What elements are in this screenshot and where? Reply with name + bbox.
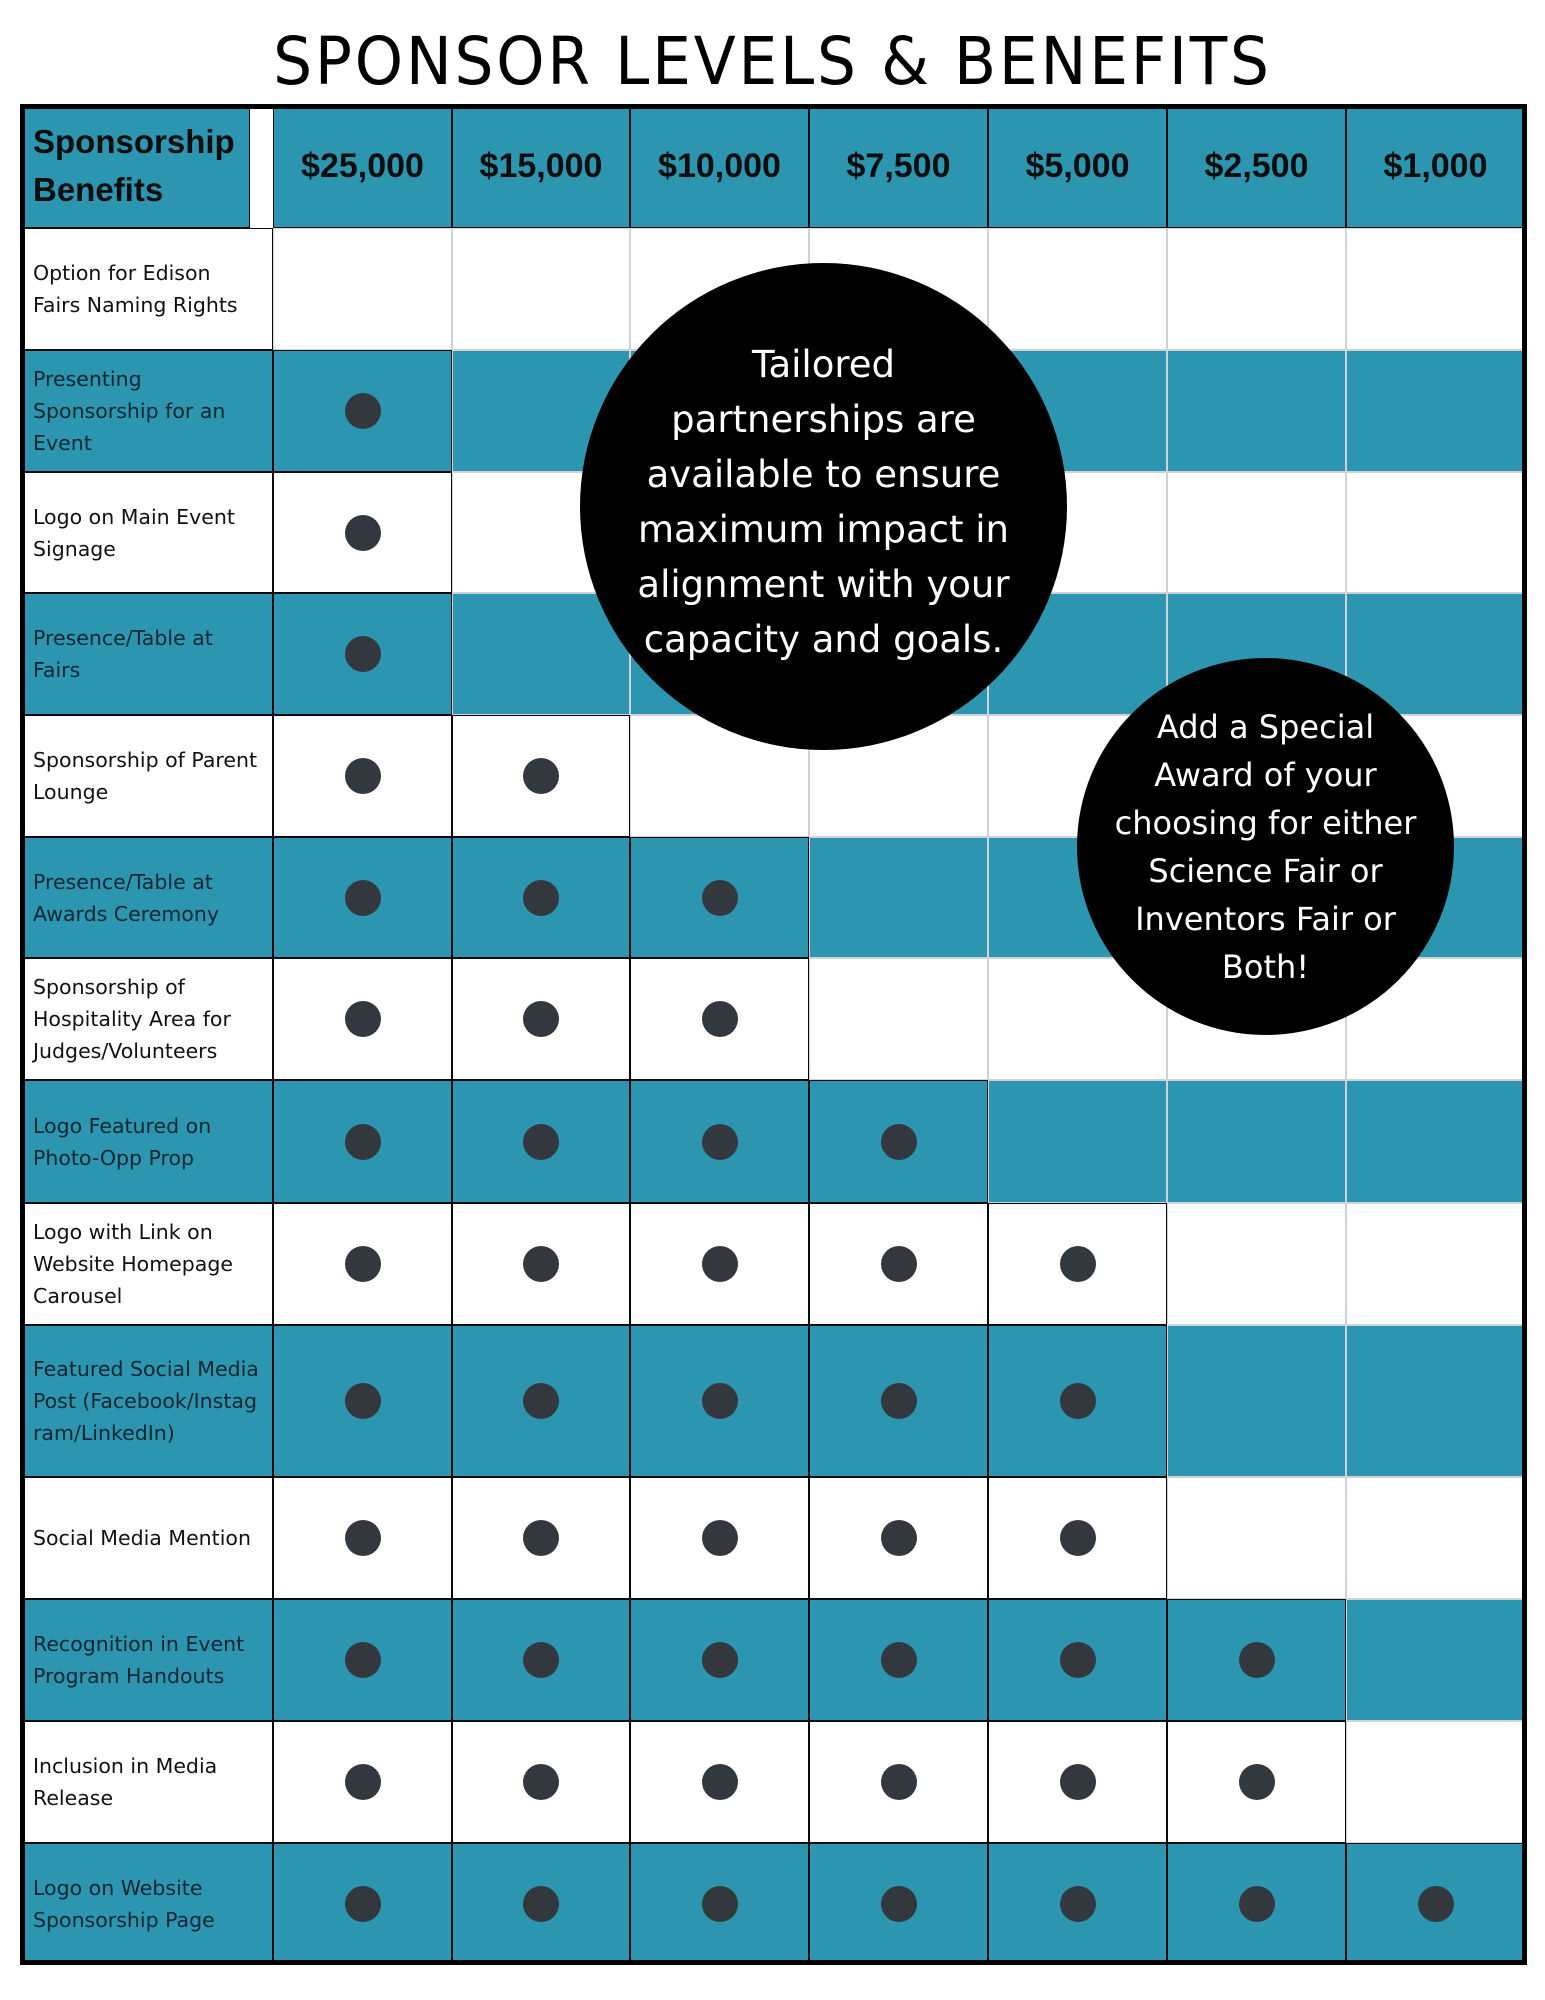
benefit-label: Social Media Mention [20,1477,273,1599]
benefit-cell-empty [1167,228,1346,350]
benefit-label: Sponsorship of Hospitality Area for Judges/Volunteers [20,958,273,1080]
header-level-2500: $2,500 [1167,104,1346,228]
benefit-cell-included [273,715,452,837]
included-dot-icon [1239,1886,1275,1922]
benefit-cell-empty [1167,350,1346,472]
included-dot-icon [1060,1383,1096,1419]
benefit-label: Option for Edison Fairs Naming Rights [20,228,273,350]
header-level-1000: $1,000 [1346,104,1525,228]
included-dot-icon [881,1764,917,1800]
benefit-label: Recognition in Event Program Handouts [20,1599,273,1721]
included-dot-icon [523,1383,559,1419]
callout-line: Both! [1221,947,1310,986]
benefit-cell-included [273,1203,452,1325]
included-dot-icon [881,1246,917,1282]
benefit-cell-included [273,1843,452,1965]
included-dot-icon [881,1520,917,1556]
benefit-cell-included [452,1080,630,1203]
header-level-10000: $10,000 [630,104,809,228]
callout-line: alignment with your [637,562,1010,606]
special-award-callout [1077,658,1454,1035]
benefit-cell-empty [1167,1477,1346,1599]
benefit-cell-included [809,1599,988,1721]
included-dot-icon [702,1246,738,1282]
included-dot-icon [345,1642,381,1678]
included-dot-icon [881,1383,917,1419]
included-dot-icon [881,1642,917,1678]
benefit-cell-included [273,1080,452,1203]
header-level-5000: $5,000 [988,104,1167,228]
included-dot-icon [523,1886,559,1922]
included-dot-icon [1239,1642,1275,1678]
page-title: SPONSOR LEVELS & BENEFITS [273,23,1272,100]
included-dot-icon [1418,1886,1454,1922]
included-dot-icon [881,1124,917,1160]
benefit-cell-empty [809,958,988,1080]
included-dot-icon [345,1764,381,1800]
benefit-label: Logo on Website Sponsorship Page [20,1843,273,1965]
benefit-cell-included [630,1203,809,1325]
included-dot-icon [702,1764,738,1800]
benefit-cell-included [452,1477,630,1599]
included-dot-icon [345,1520,381,1556]
benefit-cell-empty [988,228,1167,350]
included-dot-icon [523,1642,559,1678]
included-dot-icon [702,1001,738,1037]
benefit-cell-included [1167,1843,1346,1965]
benefit-cell-included [452,837,630,958]
included-dot-icon [702,1520,738,1556]
benefit-cell-included [452,1599,630,1721]
benefit-cell-included [630,1477,809,1599]
benefit-cell-included [273,1599,452,1721]
benefit-cell-included [452,1721,630,1843]
benefit-cell-included [273,350,452,472]
benefit-cell-included [809,1325,988,1477]
included-dot-icon [523,1124,559,1160]
benefit-cell-empty [1167,1203,1346,1325]
benefit-cell-included [988,1477,1167,1599]
callout-line: Award of your [1154,755,1377,794]
benefit-label: Inclusion in Media Release [20,1721,273,1843]
benefit-cell-included [630,837,809,958]
included-dot-icon [523,880,559,916]
included-dot-icon [1060,1764,1096,1800]
benefit-cell-included [452,1325,630,1477]
benefit-cell-empty [1346,1599,1525,1721]
callout-line: Tailored [752,342,895,386]
included-dot-icon [345,636,381,672]
benefit-cell-empty [1346,1203,1525,1325]
benefit-cell-empty [1346,350,1525,472]
benefit-cell-empty [988,1080,1167,1203]
benefit-cell-included [452,1843,630,1965]
included-dot-icon [523,1246,559,1282]
benefit-cell-included [273,1325,452,1477]
benefit-cell-empty [273,228,452,350]
benefit-cell-empty [1346,1477,1525,1599]
included-dot-icon [1060,1246,1096,1282]
benefit-label: Logo Featured on Photo-Opp Prop [20,1080,273,1203]
included-dot-icon [523,758,559,794]
benefit-label: Sponsorship of Parent Lounge [20,715,273,837]
benefit-cell-empty [452,228,630,350]
benefit-cell-included [1346,1843,1525,1965]
included-dot-icon [523,1520,559,1556]
benefit-cell-empty [1346,1080,1525,1203]
benefit-cell-included [630,1080,809,1203]
included-dot-icon [345,515,381,551]
included-dot-icon [1060,1642,1096,1678]
callout-line: partnerships are [671,397,976,441]
header-level-15000: $15,000 [452,104,630,228]
callout-line: available to ensure [646,452,1001,496]
included-dot-icon [702,1383,738,1419]
benefit-label: Featured Social Media Post (Facebook/Instagram/LinkedIn) [20,1325,273,1477]
benefit-cell-included [630,1843,809,1965]
benefit-cell-included [1167,1721,1346,1843]
included-dot-icon [345,1124,381,1160]
included-dot-icon [345,1383,381,1419]
benefit-cell-empty [809,837,988,958]
benefit-cell-included [809,1203,988,1325]
benefit-cell-empty [1346,1325,1525,1477]
included-dot-icon [702,1642,738,1678]
benefit-cell-included [988,1203,1167,1325]
benefit-cell-included [809,1721,988,1843]
benefit-label: Logo with Link on Website Homepage Carousel [20,1203,273,1325]
benefit-cell-included [452,1203,630,1325]
included-dot-icon [1060,1520,1096,1556]
included-dot-icon [881,1886,917,1922]
benefit-cell-included [988,1325,1167,1477]
included-dot-icon [345,1886,381,1922]
benefit-cell-included [630,1599,809,1721]
included-dot-icon [523,1001,559,1037]
included-dot-icon [702,1886,738,1922]
callout-line: Add a Special [1156,707,1375,746]
benefit-cell-empty [1167,1325,1346,1477]
benefit-cell-included [988,1599,1167,1721]
included-dot-icon [1060,1886,1096,1922]
benefit-cell-included [452,958,630,1080]
included-dot-icon [702,1124,738,1160]
benefit-label: Presenting Sponsorship for an Event [20,350,273,472]
benefit-cell-included [988,1843,1167,1965]
callout-line: Science Fair or [1148,851,1383,890]
callout-line: Inventors Fair or [1135,899,1396,938]
benefit-cell-included [988,1721,1167,1843]
benefit-cell-empty [1167,472,1346,593]
benefit-cell-included [809,1080,988,1203]
benefit-cell-empty [1346,228,1525,350]
benefit-cell-empty [1346,1721,1525,1843]
benefit-label: Logo on Main Event Signage [20,472,273,593]
benefit-label: Presence/Table at Awards Ceremony [20,837,273,958]
benefit-cell-included [273,958,452,1080]
benefit-cell-included [273,593,452,715]
callout-text [1115,703,1417,991]
included-dot-icon [345,1001,381,1037]
included-dot-icon [345,880,381,916]
included-dot-icon [345,393,381,429]
included-dot-icon [345,758,381,794]
benefit-label: Presence/Table at Fairs [20,593,273,715]
benefit-cell-included [273,472,452,593]
included-dot-icon [345,1246,381,1282]
header-level-7500: $7,500 [809,104,988,228]
included-dot-icon [1239,1764,1275,1800]
benefit-cell-included [273,1721,452,1843]
header-level-25000: $25,000 [273,104,452,228]
benefit-cell-empty [1167,1080,1346,1203]
benefit-cell-included [630,1325,809,1477]
benefit-cell-included [809,1843,988,1965]
benefit-cell-included [630,958,809,1080]
benefit-cell-included [452,715,630,837]
header-benefits-label: Sponsorship Benefits [20,104,250,228]
benefit-cell-empty [1346,472,1525,593]
included-dot-icon [523,1764,559,1800]
tailored-partnerships-callout [580,263,1067,750]
benefit-cell-included [630,1721,809,1843]
callout-line: choosing for either [1114,803,1417,842]
callout-text [637,337,1009,667]
benefit-cell-included [273,837,452,958]
benefit-cell-included [809,1477,988,1599]
benefit-cell-included [273,1477,452,1599]
benefit-cell-included [1167,1599,1346,1721]
included-dot-icon [702,880,738,916]
callout-line: capacity and goals. [643,617,1004,661]
callout-line: maximum impact in [637,507,1009,551]
